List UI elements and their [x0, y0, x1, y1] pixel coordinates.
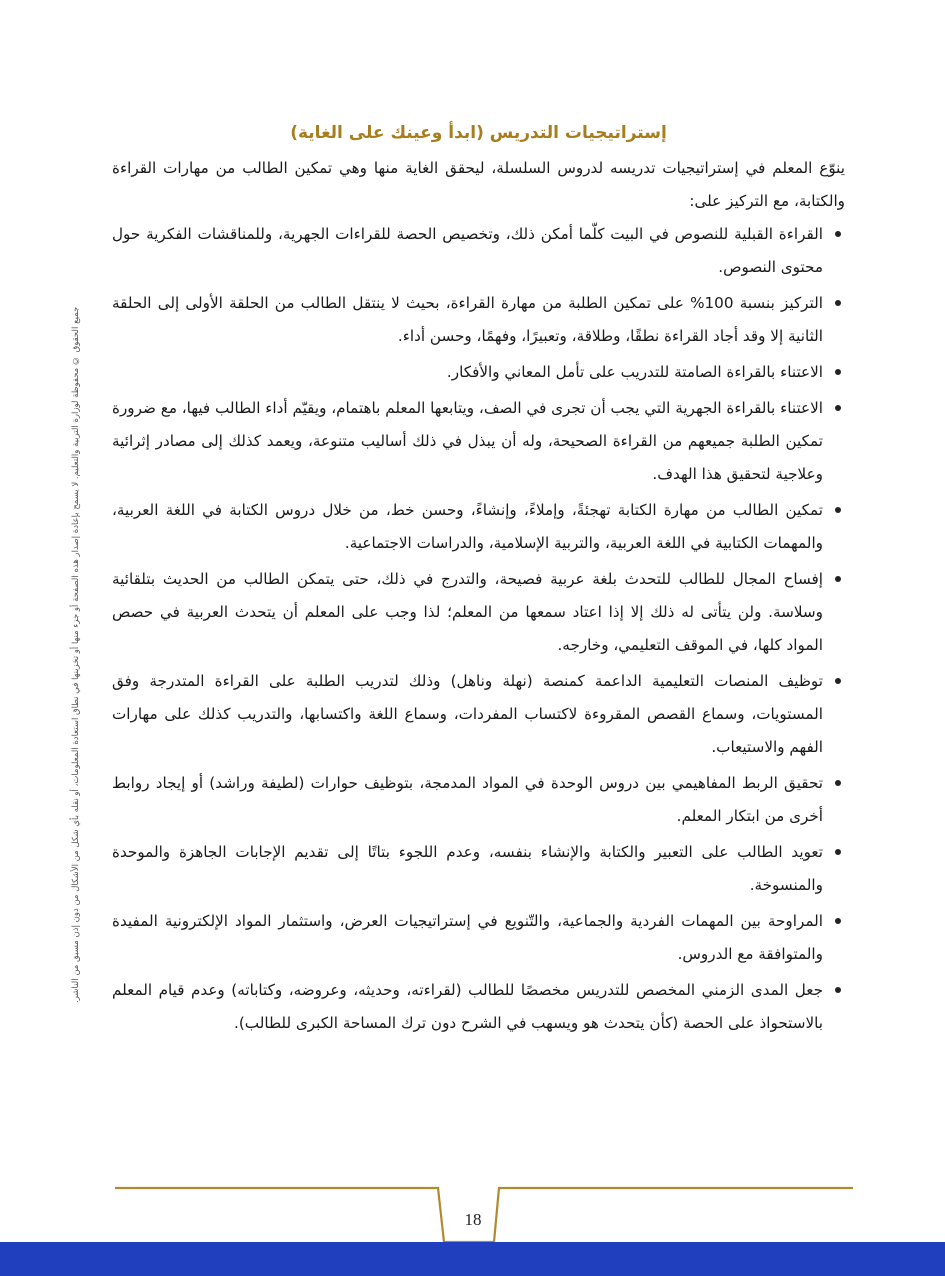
list-item: القراءة القبلية للنصوص في البيت كلّما أمكن ذلك، وتخصيص الحصة للقراءات الجهرية، وللمناقشات الفكرية حول محتوى النصوص.: [112, 218, 845, 284]
list-item: إفساح المجال للطالب للتحدث بلغة عربية فصيحة، والتدرج في ذلك، حتى يتمكن الطالب من الحديث بتلقائية وسلاسة. ولن يتأتى له ذلك إلا إذا اعتاد سمعها من المعلم؛ لذا وجب على المعلم أن يتحدث العربية في حصص المواد كلها، في الموقف التعليمي، وخارجه.: [112, 563, 845, 662]
page-content: [112, 120, 845, 1043]
copyright-notice: جميع الحقوق © محفوظة لوزارة التربية والتعليم. لا يسمح بإعادة إصدار هذه الصفحة أو جزء منها أو تخزينها في نطاق استعادة المعلومات، أو نقله بأي شكل من الأشكال من دون إذن مسبق من الناشر.: [71, 306, 81, 1004]
list-item: الاعتناء بالقراءة الصامتة للتدريب على تأمل المعاني والأفكار.: [112, 356, 845, 389]
list-item: الاعتناء بالقراءة الجهرية التي يجب أن تجرى في الصف، ويتابعها المعلم باهتمام، ويقيّم أداء الطالب فيها، مع ضرورة تمكين الطلبة جميعهم من القراءة الصحيحة، وله أن يبذل في ذلك أساليب متنوعة، ويعمد كذلك إلى مصادر إثرائية وعلاجية لتحقيق هذا الهدف.: [112, 392, 845, 491]
section-title: إستراتيجيات التدريس (ابدأ وعينك على الغاية): [290, 123, 667, 143]
list-item: تمكين الطالب من مهارة الكتابة تهجئةً، وإملاءً، وإنشاءً، وحسن خط، من خلال دروس الكتابة في اللغة العربية، والمهمات الكتابية في اللغة العربية، والتربية الإسلامية، والدراسات الاجتماعية.: [112, 494, 845, 560]
list-item: التركيز بنسبة 100% على تمكين الطلبة من مهارة القراءة، بحيث لا ينتقل الطالب من الحلقة الأولى إلى الحلقة الثانية إلا وقد أجاد القراءة نطقًا، وطلاقة، وتعبيرًا، وفهمًا، وحسن أداء.: [112, 287, 845, 353]
footer-band: [0, 1242, 945, 1276]
strategies-list: [112, 218, 845, 1040]
page-number: 18: [464, 1210, 482, 1229]
list-item: المراوحة بين المهمات الفردية والجماعية، والتّنويع في إستراتيجيات العرض، واستثمار المواد الإلكترونية المفيدة والمتوافقة مع الدروس.: [112, 905, 845, 971]
intro-paragraph: ينوّع المعلم في إستراتيجيات تدريسه لدروس السلسلة، ليحقق الغاية منها وهي تمكين الطالب من مهارات القراءة والكتابة، مع التركيز على:: [112, 159, 845, 210]
list-item: تعويد الطالب على التعبير والكتابة والإنشاء بنفسه، وعدم اللجوء بتاتًا إلى تقديم الإجابات الجاهزة والموحدة والمنسوخة.: [112, 836, 845, 902]
list-item: توظيف المنصات التعليمية الداعمة كمنصة (نهلة وناهل) وذلك لتدريب الطلبة على القراءة المتدرجة وفق المستويات، وسماع القصص المقروءة لاكتساب المفردات، وسماع اللغة واكتسابها، والتدريب كذلك على مهارات الفهم والاستيعاب.: [112, 665, 845, 764]
list-item: جعل المدى الزمني المخصص للتدريس مخصصًا للطالب (لقراءته، وحديثه، وعروضه، وكتاباته) وعدم قيام المعلم بالاستحواذ على الحصة (كأن يتحدث هو ويسهب في الشرح دون ترك المساحة الكبرى للطالب).: [112, 974, 845, 1040]
list-item: تحقيق الربط المفاهيمي بين دروس الوحدة في المواد المدمجة، بتوظيف حوارات (لطيفة وراشد) أو إيجاد روابط أخرى من ابتكار المعلم.: [112, 767, 845, 833]
